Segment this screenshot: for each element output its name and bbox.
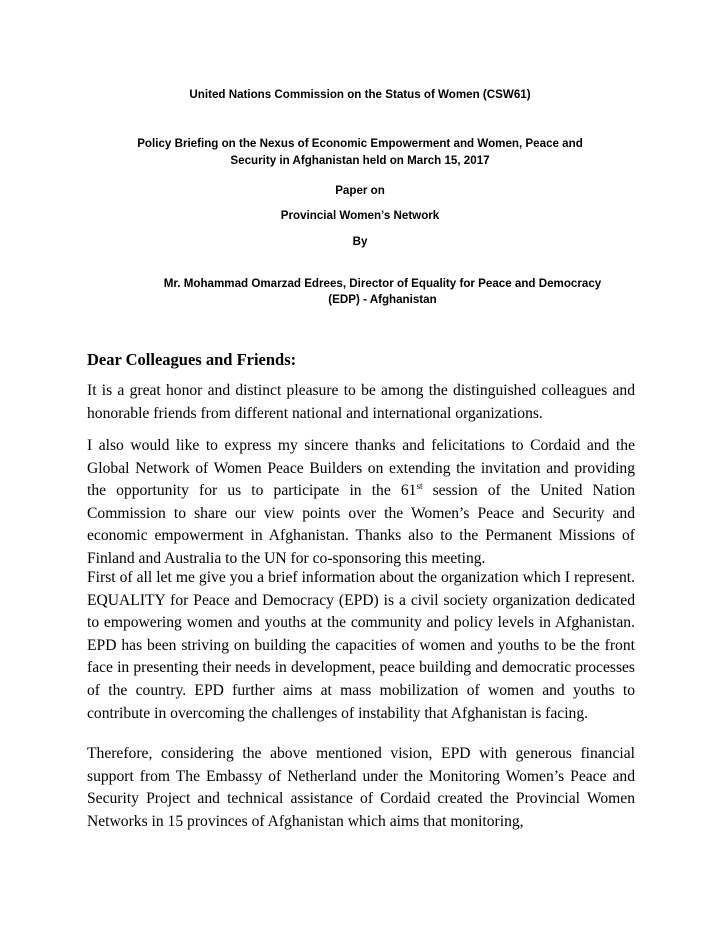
paper-title: Provincial Women’s Network [280, 209, 440, 222]
paragraph-2 [87, 435, 635, 571]
salutation: Dear Colleagues and Friends: [87, 350, 297, 369]
paragraph-1: It is a great honor and distinct pleasure to be among the distinguished colleagues and honorable friends from different national and international organizations. [87, 382, 635, 422]
paragraph-2-text-a: I also would like to express my sincere thanks and felicitations to Cordaid and the Global Network of Women Peace Builders on extending the invitation and providing the opportunity for us to participate in the 61 [87, 437, 635, 500]
briefing-title-line-1: Policy Briefing on the Nexus of Economic Empowerment and Women, Peace and [137, 137, 583, 150]
ordinal-suffix: st [416, 481, 423, 491]
paper-on-label: Paper on [335, 184, 385, 197]
paragraph-3: First of all let me give you a brief information about the organization which I represent. EQUALITY for Peace and Democracy (EPD) is a civil society organization dedicated to empowering women and youths at the community and policy levels in Afghanistan. EPD has been striving on building the capacities of women and youths to be the front face in presenting their needs in development, peace building and democratic processes of the country. EPD further aims at mass mobilization of women and youths to contribute in overcoming the challenges of instability that Afghanistan is facing. [87, 569, 635, 722]
commission-title: United Nations Commission on the Status of Women (CSW61) [189, 88, 531, 101]
briefing-title-line-2: Security in Afghanistan held on March 15, 2017 [230, 154, 490, 167]
paragraph-2-text-b: session of the United Nation Commission to share our view points over the Women’s Peace and Security and economic empowerment in Afghanistan. Thanks also to the Permanent Missions of Finland and Australia to the UN for co-sponsoring this meeting. [87, 482, 635, 567]
paragraph-4: Therefore, considering the above mentioned vision, EPD with generous financial support from The Embassy of Netherland under the Monitoring Women’s Peace and Security Project and technical assistance of Cordaid created the Provincial Women Networks in 15 provinces of Afghanistan which aims that monitoring, [87, 745, 635, 830]
by-label: By [352, 235, 368, 248]
author-line-1: Mr. Mohammad Omarzad Edrees, Director of Equality for Peace and Democracy [163, 277, 602, 290]
author-line-2: (EDP) - Afghanistan [328, 293, 437, 306]
